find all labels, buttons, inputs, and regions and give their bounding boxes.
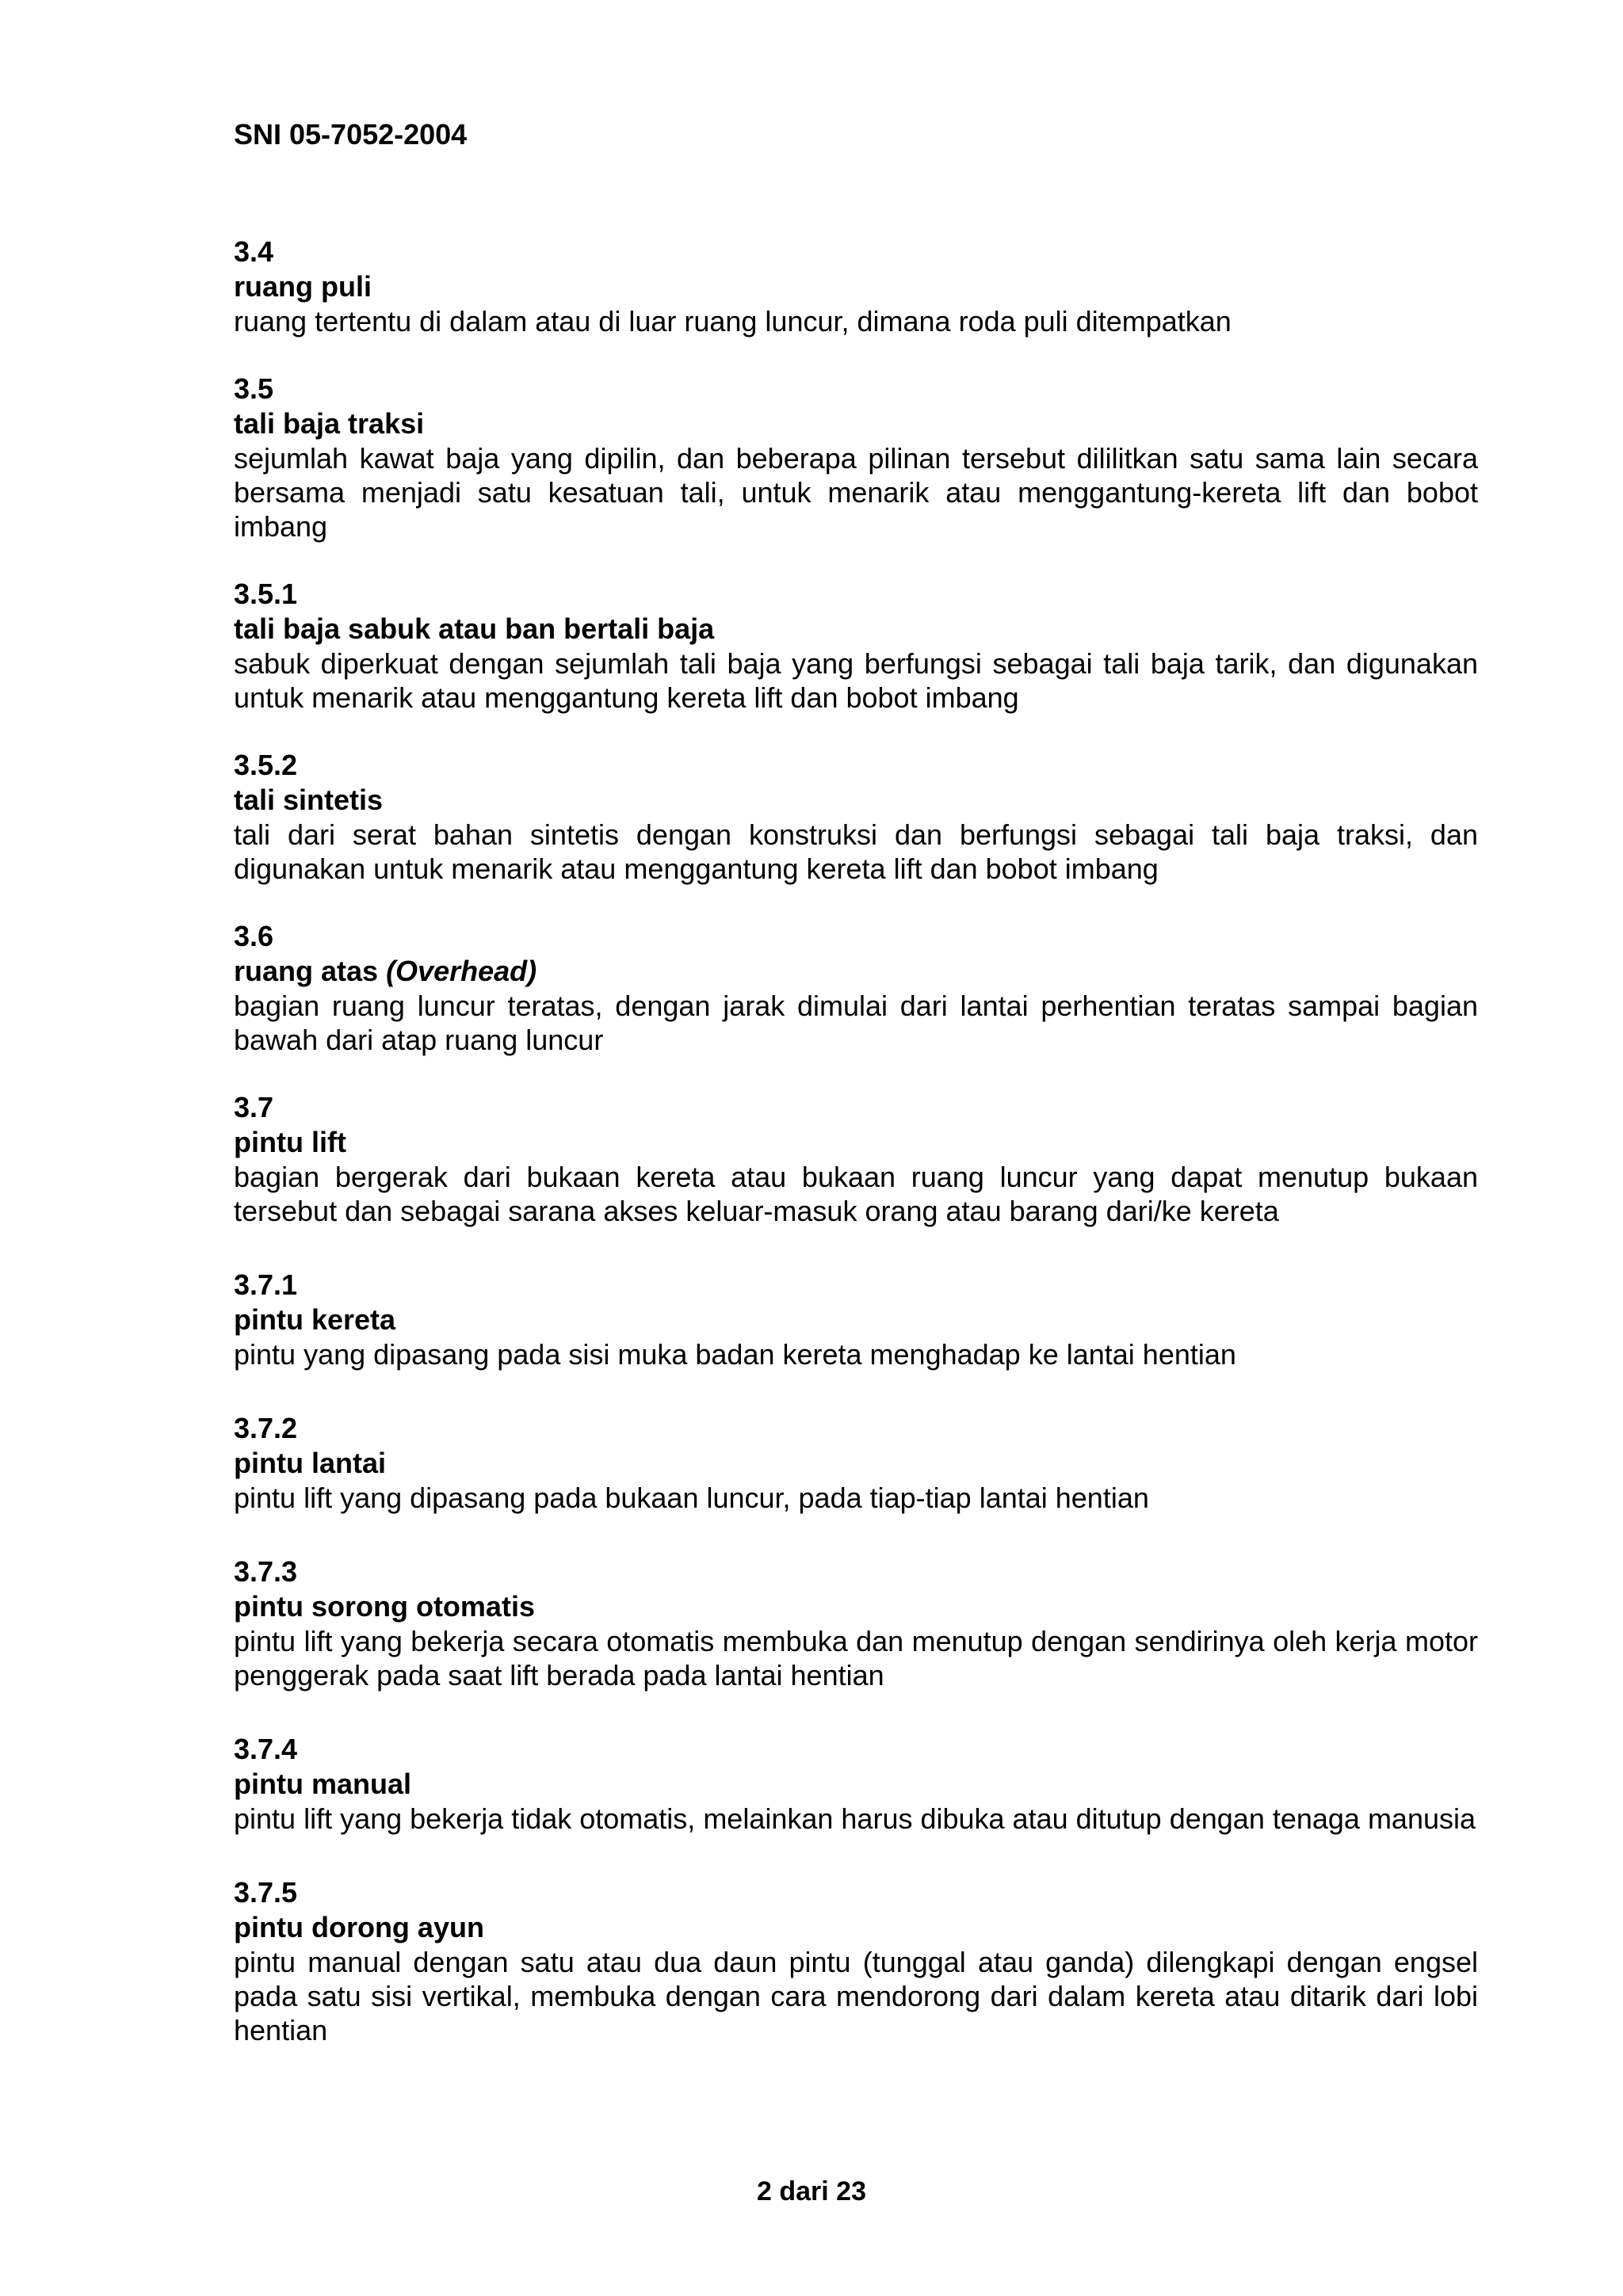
definition-entry-3-7-1 [234,1268,1478,1371]
entry-number: 3.7.5 [234,1876,298,1909]
entry-term: ruang atas (Overhead) [234,955,537,987]
definitions-list [234,235,1478,2081]
entry-term: pintu dorong ayun [234,1911,484,1943]
entry-number: 3.5 [234,372,274,405]
entry-term: tali sintetis [234,784,384,816]
entry-number: 3.7.1 [234,1268,298,1301]
definition-entry-3-4 [234,235,1478,338]
definition-entry-3-5 [234,372,1478,543]
entry-term: pintu manual [234,1768,411,1800]
entry-number: 3.7.2 [234,1412,298,1444]
entry-definition: pintu manual dengan satu atau dua daun pintu (tunggal atau ganda) dilengkapi dengan engsel pada satu sisi vertikal, membuka dengan cara mendorong dari dalam kereta atau ditarik dari lobi hentian [234,1946,1478,2046]
entry-term-italic: (Overhead) [386,955,537,987]
definition-entry-3-7-2 [234,1411,1478,1515]
entry-number: 3.6 [234,920,274,952]
entry-definition: pintu lift yang dipasang pada bukaan luncur, pada tiap-tiap lantai hentian [234,1482,1149,1514]
entry-number: 3.5.1 [234,578,298,610]
entry-definition: pintu lift yang bekerja secara otomatis membuka dan menutup dengan sendirinya oleh kerja motor penggerak pada saat lift berada pada lantai hentian [234,1625,1478,1691]
document-id-header: SNI 05-7052-2004 [234,118,468,151]
entry-definition: sabuk diperkuat dengan sejumlah tali baja yang berfungsi sebagai tali baja tarik, dan digunakan untuk menarik atau menggantung kereta lift dan bobot imbang [234,647,1478,714]
entry-definition: bagian bergerak dari bukaan kereta atau bukaan ruang luncur yang dapat menutup bukaan tersebut dan sebagai sarana akses keluar-masuk orang atau barang dari/ke kereta [234,1161,1478,1227]
entry-term: pintu lift [234,1126,346,1158]
definition-entry-3-7-5 [234,1875,1478,2047]
entry-term: pintu lantai [234,1447,386,1479]
entry-definition: bagian ruang luncur teratas, dengan jarak dimulai dari lantai perhentian teratas sampai bagian bawah dari atap ruang luncur [234,990,1478,1056]
entry-definition: tali dari serat bahan sintetis dengan konstruksi dan berfungsi sebagai tali baja traksi, dan digunakan untuk menarik atau menggantung kereta lift dan bobot imbang [234,818,1478,885]
entry-number: 3.7.4 [234,1733,298,1765]
definition-entry-3-7 [234,1090,1478,1228]
entry-definition: ruang tertentu di dalam atau di luar ruang luncur, dimana roda puli ditempatkan [234,305,1232,338]
page-number-footer: 2 dari 23 [757,2176,866,2206]
entry-number: 3.7.3 [234,1555,298,1588]
definition-entry-3-5-1 [234,577,1478,715]
definition-entry-3-6 [234,919,1478,1057]
entry-term: pintu kereta [234,1303,396,1336]
entry-term: tali baja sabuk atau ban bertali baja [234,612,715,645]
entry-number: 3.4 [234,235,274,268]
entry-term: tali baja traksi [234,407,425,440]
entry-number: 3.7 [234,1091,274,1123]
entry-definition: pintu yang dipasang pada sisi muka badan kereta menghadap ke lantai hentian [234,1338,1236,1371]
entry-term: pintu sorong otomatis [234,1590,535,1623]
entry-definition: sejumlah kawat baja yang dipilin, dan beberapa pilinan tersebut dililitkan satu sama lain secara bersama menjadi satu kesatuan tali, untuk menarik atau menggantung-kereta lift dan bobot imbang [234,442,1478,543]
definition-entry-3-7-4 [234,1732,1478,1836]
entry-term: ruang puli [234,270,372,303]
definition-entry-3-7-3 [234,1554,1478,1692]
entry-definition: pintu lift yang bekerja tidak otomatis, melainkan harus dibuka atau ditutup dengan tenaga manusia [234,1802,1476,1835]
entry-number: 3.5.2 [234,749,298,781]
definition-entry-3-5-2 [234,748,1478,886]
